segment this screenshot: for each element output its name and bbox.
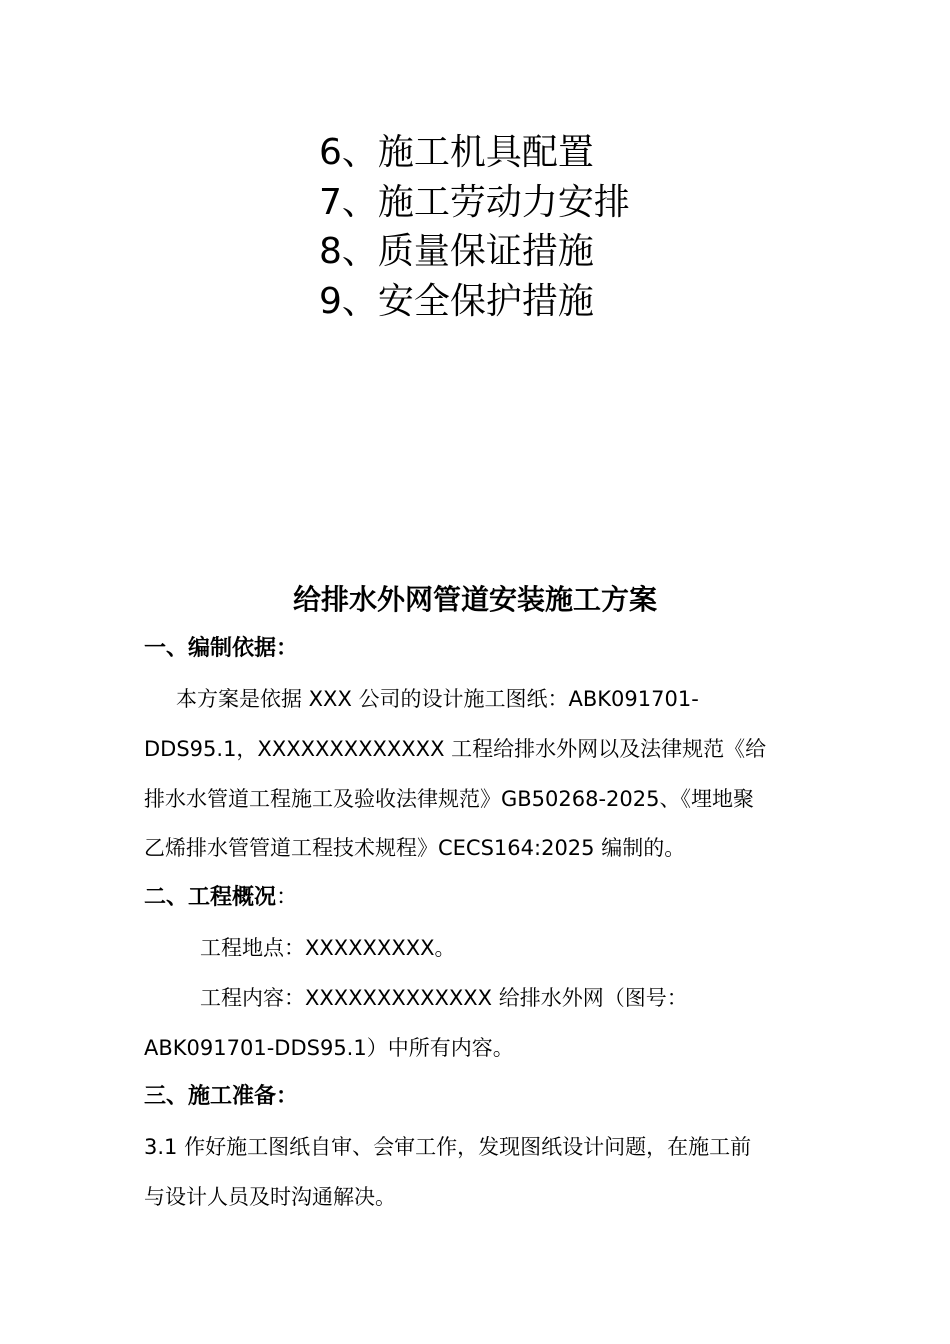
section-heading-text: 二、工程概况 xyxy=(144,885,277,910)
project-content: 工程内容：XXXXXXXXXXXXX 给排水外网（图号： xyxy=(200,986,688,1010)
section-heading-text: 三、施工准备： xyxy=(144,1084,299,1109)
body-line: 乙烯排水管管道工程技术规程》CECS164:2025 编制的。 xyxy=(144,836,686,860)
document-title: 给排水外网管道安装施工方案 xyxy=(292,583,657,616)
toc-item: 9、安全保护措施 xyxy=(319,280,594,322)
section-heading-colon: ： xyxy=(276,885,299,910)
toc-item: 7、施工劳动力安排 xyxy=(319,181,630,223)
toc-list xyxy=(319,128,630,326)
project-content-continued: ABK091701-DDS95.1）中所有内容。 xyxy=(144,1036,514,1060)
section-heading-overview xyxy=(144,883,298,913)
body-line: 本方案是依据 XXX 公司的设计施工图纸：ABK091701- xyxy=(176,687,699,711)
section-heading-basis xyxy=(144,634,298,664)
toc-item: 8、质量保证措施 xyxy=(319,231,594,272)
section-heading-preparation xyxy=(144,1082,298,1112)
body-line: 排水水管道工程施工及验收法律规范》GB50268-2025、《埋地聚 xyxy=(144,787,755,811)
toc-item: 6、施工机具配置 xyxy=(319,132,594,173)
body-line: DDS95.1，XXXXXXXXXXXXX 工程给排水外网以及法律规范《给 xyxy=(144,737,767,761)
body-line: 与设计人员及时沟通解决。 xyxy=(144,1185,396,1209)
section-heading-text: 一、编制依据： xyxy=(144,636,299,661)
body-line: 3.1 作好施工图纸自审、会审工作，发现图纸设计问题，在施工前 xyxy=(144,1135,752,1159)
project-location: 工程地点：XXXXXXXXX。 xyxy=(200,936,456,960)
